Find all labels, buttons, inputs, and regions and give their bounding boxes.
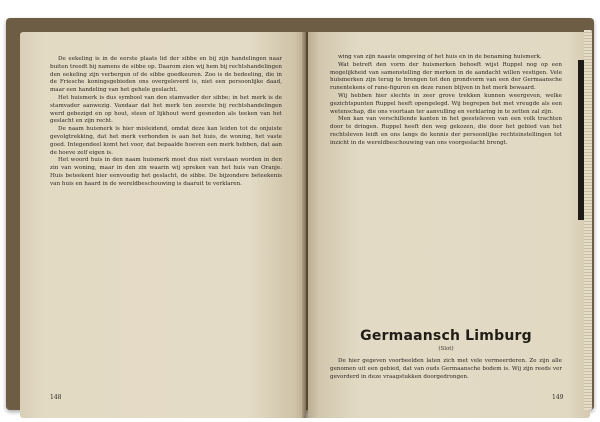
paragraph: Men kan van verschillende kanten in het geesteleven van een volk trachten door te dringen. Ruppel heeft den weg gekozen, die door het gebied van het rechtsleven leidt en ons langs de kennis der persoonlijke rechtsinstellingen tot inzicht in de wereldbeschouwing van ons voorgeslacht brengt. [330,116,562,146]
paragraph: Het huismerk is dus symbool van den stamvader der sibbe; in het merk is de stamvader aanwezig. Vandaar dat het merk ten zeerste bij rechtshandelingen werd gebezigd en op hout, steen of lijkhout werd gesneden als teeken van het geslacht en zijn recht. [50,94,282,125]
paragraph: wing van zijn naaste omgeving of het huis en in de benaming huismerk. [338,54,542,60]
right-page-body-bottom [330,358,562,390]
bookmark-strip [578,60,584,220]
paragraph: De eekeling is in de eerste plaats lid der sibbe en bij zijn handelingen naar buiten treedt hij namens de sibbe op. Daarom zien wij hem bij rechtshandelingen den eekeling zijn verbergen of de sibbe goedkeuren. Zoo is de bedeeling, die in de Friesche koningsgebieden ons overgeleverd is, niet een persoonlijke daad, maar een handeling van het gehele geslacht. [50,56,282,94]
paragraph: Wat betreft den vorm der huismerken behoeft wijst Ruppel nog op een mogelijkheid van samenstelling der merken in de aandacht willen vestigen. Vele huismerken zijn terug te brengen tot den grondvorm van een der Germaansche runentekens of rune-figuren en deze runen blijven in het merk bewaard. [330,61,562,92]
page-edges [584,30,592,410]
left-page-body [50,56,282,388]
paragraph: Het woord huis in den naam huismerk moet dus niet verstaan worden in den zin van woning, maar in den zin waarin wij spreken van het huis van Oranje. Huis beteekent hier eenvoudig het geslacht, de sibbe. De bijzondere beteekenis van huis en haard in de wereldbeschouwing is daaruit te verklaren. [50,157,282,187]
page-number-right: 149 [552,394,564,401]
right-page [308,32,590,418]
paragraph: De naam huismerk is hier misleidend, omdat deze kan leiden tot de onjuiste gevolgtrekking, dat het merk verbonden is aan het huis, de woning, het vaste goed. Integendeel komt het voor, dat bepaalde hoeven een merk hebben, dat aan de hoeve zelf eigen is. [50,126,282,156]
right-page-body-top [330,54,562,308]
chapter-subheading: (Slot) [438,346,454,352]
paragraph: Wij hebben hier slechts in zeer grove trekken kunnen weergeven, welke gezichtspunten Ruppel heeft opengelegd. Wij begrepen het met vreugde als een wetenschap, die ons voortaan ter aanvulling en verklaring in te zetten zal zijn. [330,92,562,115]
page-number-left: 148 [50,394,62,401]
left-page [20,32,306,418]
chapter-heading: Germaansch Limburg [360,328,532,344]
book-cover [6,18,594,410]
paragraph: De hier gegeven voorbeelden laten zich met vele vermeerderen. Ze zijn alle genomen uit een gebied, dat van ouds Germaansche bodem is. Wij zijn reeds ver gevorderd in deze vraagstukken doorgedrongen. [330,358,562,380]
